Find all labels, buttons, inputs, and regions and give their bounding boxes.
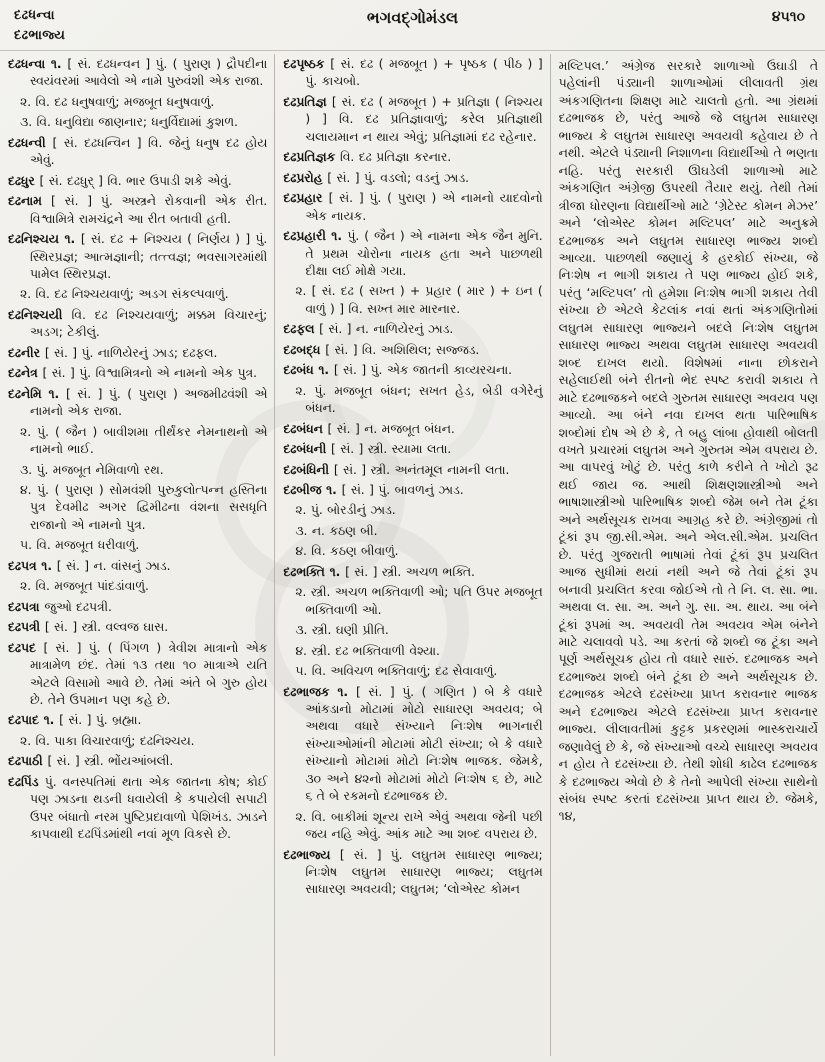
dictionary-entry: દઢપ્રરોહ [ સં. ] પું. વડલો; વડનું ઝાડ.: [283, 170, 469, 185]
dictionary-entry: દઢપત્રી [ સં. ] સ્ત્રી. વલ્વજ ઘાસ.: [8, 620, 169, 635]
running-head-last-word: દઢભાજ્ય: [14, 28, 66, 43]
header-divider: [0, 50, 825, 51]
dictionary-entry: દઢનીર [ સં. ] પું. નાળિયેરનું ઝાડ; દઢફલ.: [8, 345, 218, 360]
dictionary-entry: દઢધુર [ સં. દઢધુર્ ] વિ. ભાર ઉપાડી શકે એવું.: [8, 173, 232, 188]
dictionary-entry: ૫. વિ. મજબૂત ધરીવાળું.: [20, 538, 140, 553]
dictionary-entry: ૨. વિ. પાકા વિચારવાળું; દઢનિશ્ચય.: [20, 733, 195, 748]
headword: દઢપ્રરોહ: [283, 170, 328, 185]
headword: દઢપ્રહાર: [283, 191, 329, 206]
headword: દઢબંધ ૧.: [283, 363, 334, 378]
dictionary-entry: દઢધન્વા ૧. [ સં. દઢધન્વન ] પું. ( પુરાણ ) દ્રૌપદીના સ્વયંવરમાં આવેલો એ નામે પુરુવંશી એક રાજા.: [8, 57, 268, 89]
headword: દઢધન્વા ૧.: [8, 57, 68, 71]
dictionary-entry: દઢધન્વી [ સં. દઢધન્વિન ] વિ. જેનું ધનુષ દઢ હોય એવું.: [8, 135, 268, 168]
headword: દઢધુર: [8, 173, 40, 188]
dictionary-entry: ૨. વિ. બાકીમાં શૂન્ય રાખે એવું અથવા જેની પછી જય નહિ એવું. આંક માટે આ શબ્દ વપરાય છે.: [295, 809, 543, 842]
headword: દઢબીજ ૧.: [283, 482, 342, 497]
dictionary-entry: દઢનિશ્ચય ૧. [ સં. દઢ + નિશ્ચય ( નિર્ણય ) ] પું. સ્થિરપ્રજ્ઞ; આત્મજ્ઞાની; તત્ત્વજ્ઞ; ભવસાગરમાંથી પામેલ સ્થિરપ્રજ્ઞ.: [8, 232, 268, 281]
headword: દઢનીર: [8, 345, 45, 360]
dictionary-entry: ૨. પું. બોરડીનું ઝાડ.: [295, 503, 396, 518]
dictionary-entry: ૩. પું. મજબૂત નેમિવાળો રથ.: [20, 462, 164, 477]
headword: દઢનેમિ ૧.: [8, 386, 66, 401]
dictionary-entry: ૨. [ સં. દઢ ( સખ્ત ) + પ્રહાર ( માર ) + ઇન ( વાળું ) ] વિ. સખ્ત માર મારનાર.: [295, 284, 543, 316]
headword: દઢનિશ્ચયી: [8, 307, 72, 322]
dictionary-entry: દઢનામ [ સં. ] પું. અસ્ત્રને રોકવાની એક રીત. વિશ્વામિત્રે રામચંદ્રને આ રીત બતાવી હતી.: [8, 194, 268, 226]
dictionary-entry: ૨. વિ. દઢ નિશ્ચયવાળું; અડગ સંકલ્પવાળું.: [20, 287, 229, 302]
headword: દઢપાદ ૧.: [8, 713, 60, 728]
dictionary-entry: દઢબંધિની [ સં. ] સ્ત્રી. અનંતમૂલ નામની લતા.: [283, 462, 510, 477]
page-title: ભગવદ્ગોમંડલ: [366, 8, 459, 27]
dictionary-entry: ૨. વિ. દઢ ધનુષવાળું; મજબૂત ધનુષવાળું.: [20, 94, 215, 109]
dictionary-entry: ૩. ન. કઠણ બી.: [295, 523, 378, 538]
dictionary-entry: ૪. વિ. કઠણ બીવાળું.: [295, 544, 399, 559]
dictionary-entry: દઢપૃષ્ઠક [ સં. દઢ ( મજબૂત ) + પૃષ્ઠક ( પીઠ ) ] પું. કાચબો.: [283, 57, 543, 89]
dictionary-entry: દઢનેમિ ૧. [ સં. ] પું. ( પુરાણ ) અજમીઢવંશી એ નામનો એક રાજા.: [8, 386, 268, 419]
column-3: [551, 52, 825, 1058]
dictionary-entry: દઢબંધની [ સં. ] સ્ત્રી. સ્યામા લતા.: [283, 442, 452, 457]
headword: દઢનેત્ર: [8, 366, 43, 381]
headword: દઢપત્રી: [8, 620, 45, 635]
dictionary-entry: દઢપત્ર ૧. [ સં. ] ન. વાંસનું ઝાડ.: [8, 558, 171, 573]
headword: દઢબંધિની: [283, 462, 334, 477]
dictionary-entry: ૪. પું. ( પુરાણ ) સોમવંશી પુરુકુલોત્પન્ન હસ્તિના પુત્ર દેવમીઢ અગર દ્વિમીઢના વંશના સસધૃતિ રાજાનો એ નામનો પુત્ર.: [20, 482, 268, 532]
dictionary-columns: [0, 52, 825, 1058]
dictionary-entry: દઢપ્રહારી ૧. પું. ( જૈન ) એ નામના એક જૈન મુનિ. તે પ્રથમ ચોરોના નાયક હતા અને પાછળથી દીક્ષા લઈ મોક્ષે ગયા.: [283, 229, 543, 278]
headword: દઢપાઠી: [8, 754, 48, 769]
page-number: ૪૫૧૦: [771, 9, 805, 25]
headword: દઢનામ: [8, 194, 52, 209]
column-1: [0, 52, 274, 1058]
headword: દઢધન્વી: [8, 135, 53, 150]
dictionary-entry: દઢપાઠી [ સં. ] સ્ત્રી. ભોંયઆંબલી.: [8, 754, 174, 769]
headword: દઢબંધની: [283, 442, 332, 457]
headword: દઢનિશ્ચય ૧.: [8, 232, 81, 247]
headword: દઢપ્રતિજ્ઞ: [283, 94, 332, 109]
headword: દઢપ્રહારી ૧.: [283, 229, 348, 244]
dictionary-entry: દઢનિશ્ચયી વિ. દઢ નિશ્ચયવાળું; મક્કમ વિચારનું; અડગ; ટેકીલું.: [8, 307, 268, 340]
dictionary-entry: મલ્ટિપલ.’ અંગ્રેજ સરકારે શાળાઓ ઉઘાડી તે પહેલાંની પંડ્યાની શાળાઓમાં લીલાવતી ગ્રંથ અંકગણિતના શિક્ષણ માટે ચાલતો હતો. આ ગ્રંથમાં દઢભાજક છે, પરંતુ આજે જે લઘુતમ સાધારણ ભાજ્ય કે લઘુતમ સાધારણ અવયવી કહેવાય છે તે નથી. એટલે પંડ્યાની નિશાળના વિદ્યાર્થીઓ તે ભણતા નહિ. પરંતુ સરકારી ઊઘડેલી શાળાઓ માટે અંકગણિત અંગ્રેજી ઉપરથી તૈયાર થયું. તેથી તેમાં ત્રીજા ધોરણના વિદ્યાર્થીઓ માટે ‘ગ્રેટેસ્ટ કોમન મેઝર’ અને ‘લોએસ્ટ કોમન મલ્ટિપલ’ માટે અનુક્રમે દઢભાજક અને લઘુતમ સાધારણ ભાજ્ય શબ્દો આવ્યા. પાછળથી જણાયું કે હરકોઈ સંખ્યા, જે નિઃશેષ ન ભાગી શકાય તે પણ ભાજ્ય હોઈ શકે, પરંતુ ‘મલ્ટિપલ’ તો હમેશા નિઃશેષ ભાગી શકાય તેવી સંખ્યા છે એટલે કેટલાંક નવાં થતાં અંકગણિતોમાં લઘુતમ સાધારણ ભાજ્યને બદલે નિઃશેષ લઘુતમ સાધારણ ભાજ્ય અથવા લઘુતમ સાધારણ અવયવી શબ્દ દાખલ થયો. વિશેષમાં નાના છોકરાને સહેલાઈથી બંને રીતનો ભેદ સ્પષ્ટ કરાવી શકાય તે માટે દઢભાજકને બદલે ગુરુતમ સાધારણ અવયવ પણ આવ્યો. આ બંને નવા દાખલ થતા પારિભાષિક શબ્દોમાં દોષ એ છે કે, તે બહુ લાંબા હોવાથી બોલતી વખતે પ્રચારમાં લઘુતમ અને ગુરુતમ એમ વપરાય છે. આ વાપરવું ખોટું છે. પરંતુ કાળે કરીને તે ખોટો રૂઢ થઈ જાય જ. આથી શિક્ષણશાસ્ત્રીઓ અને ભાષાશાસ્ત્રીઓ પારિભાષિક શબ્દો જેમ બને તેમ ટૂંકા અને અર્થસૂચક રાખવા આગ્રહ કરે છે. અંગ્રેજીમાં તો ટૂંકાં રૂપ જી.સી.એમ. અને એલ.સી.એમ. પ્રચલિત છે. પરંતુ ગુજરાતી ભાષામાં તેવાં ટૂંકાં રૂપ પ્રચલિત આજ સુધીમાં થયાં નથી અને જે તેવાં ટૂંકાં રૂપ બનાવી પ્રચલિત કરવા જોઈએ તો તે નિ. લ. સા. ભા. અથવા લ. સા. અ. અને ગુ. સા. અ. થાય. આ બંને ટૂંકાં રૂપમાં અ. અવયવી તેમ અવયવ એમ બંનેને માટે ચલાવવો પડે. આ કરતાં જે શબ્દો જ ટૂંકા અને પૂર્ણ અર્થસૂચક હોય તો વધારે સારું. દઢભાજક અને દઢભાજ્ય શબ્દો બંને ટૂંકા છે અને અર્થસૂચક છે. દઢભાજક એટલે દઢસંખ્યા પ્રાપ્ત કરાવનાર ભાજક અને દઢભાજ્ય એટલે દઢસંખ્યા પ્રાપ્ત કરાવનાર ભાજ્ય. લીલાવતીમાં કુટ્ટક પ્રકરણમાં ભાસ્કરાચાર્યે જણાવેલું છે કે, જે સંખ્યાઓ વચ્ચે સાધારણ અવયવ ન હોય તે દઢસંખ્યા છે. તેથી શોધી કાઢેલ દઢભાજક કે દઢભાજ્ય એવો છે કે તેનો આપેલી સંખ્યા સાથેનો સંબંધ સ્પષ્ટ કરતાં દઢસંખ્યા પ્રાપ્ત થાય છે. જેમકે, ૧૪,: [558, 59, 818, 824]
headword: દઢભાજ્ય: [283, 847, 340, 862]
dictionary-entry: દઢપિંડ પું. વનસ્પતિમાં થતા એક જાતના કોષ; કોઈ પણ ઝાડના થડની ધવાયેલી કે કપાયેલી સપાટી ઉપર બંધાતો નરમ પુષ્ટિપ્રદાવાળો પેશિખંડ. ઝાડને કાપવાથી દઢપિંડમાંથી નવાં મૂળ વિકસે છે.: [8, 774, 268, 842]
headword: દઢપત્રા: [8, 599, 45, 614]
dictionary-entry: દઢભાજ્ય [ સં. ] પું. લઘુતમ સાધારણ ભાજ્ય; નિઃશેષ લઘુતમ સાધારણ ભાજ્ય; લઘુતમ સાધારણ અવયવી; લઘુતમ; ‘લોએસ્ટ કોમન: [283, 847, 543, 897]
dictionary-entry: દઢબીજ ૧. [ સં. ] પું. બાવળનું ઝાડ.: [283, 482, 464, 497]
headword: દઢબદ્ધ: [283, 342, 326, 357]
dictionary-entry: દઢપ્રતિજ્ઞ [ સં. દઢ ( મજબૂત ) + પ્રતિજ્ઞા ( નિશ્ચય ) ] વિ. દઢ પ્રતિજ્ઞાવાળું; કરેલ પ્રતિજ્ઞાથી ચલાયમાન ન થાય એવું; પ્રતિજ્ઞામાં દઢ રહેનાર.: [283, 94, 543, 144]
headword: દઢપત્ર ૧.: [8, 558, 57, 573]
dictionary-entry: દઢબંધ ૧. [ સં. ] પું. એક જાતની કાવ્યરચના.: [283, 363, 513, 378]
dictionary-entry: ૨. વિ. મજબૂત પાંદડાંવાળું.: [20, 579, 149, 594]
dictionary-entry: દઢફલ [ સં. ] ન. નાળિયેરનું ઝાડ.: [283, 322, 454, 337]
dictionary-entry: દઢભક્તિ ૧. [ સં. ] સ્ત્રી. અચળ ભક્તિ.: [283, 564, 475, 579]
headword: દઢપદ: [8, 640, 44, 655]
dictionary-entry: ૪. સ્ત્રી. દઢ ભક્તિવાળી વેશ્યા.: [295, 643, 440, 658]
dictionary-entry: ૨. સ્ત્રી. અચળ ભક્તિવાળી ઓ; પતિ ઉપર મજબૂત ભક્તિવાળી ઓ.: [295, 585, 543, 617]
headword: દઢભાજક ૧.: [283, 684, 357, 699]
headword: દઢપ્રતિજ્ઞક: [283, 150, 340, 165]
running-head-first-word: દઢધન્વા: [14, 8, 55, 23]
headword: દઢભક્તિ ૧.: [283, 564, 346, 579]
dictionary-entry: દઢપત્રા જુઓ દઢપત્રી.: [8, 599, 112, 614]
dictionary-entry: દઢભાજક ૧. [ સં. ] પું. ( ગણિત ) બે કે વધારે આંકડાનો મોટામાં મોટો સાધારણ અવયવ; બે અથવા વધારે સંખ્યાને નિઃશેષ ભાગનારી સંખ્યાઓમાંની મોટામાં મોટી સંખ્યા; બે કે વધારે સંખ્યાનો મોટામાં મોટો નિઃશેષ ભાજક. જેમકે, ૩૦ અને ૪૨નો મોટામાં મોટો નિઃશેષ ૬ છે, માટે ૬ તે બે રકમનો દઢભાજક છે.: [283, 684, 543, 804]
column-2: [275, 52, 549, 1058]
dictionary-entry: ૫. વિ. અવિચળ ભક્તિવાળું; દઢ સેવાવાળું.: [295, 664, 498, 679]
dictionary-entry: ૨. પું. ( જૈન ) બાવીશમા તીર્થંકર નેમનાથનો એ નામનો ભાઈ.: [20, 424, 268, 457]
dictionary-entry: ૨. પું. મજબૂત બંધન; સખત હેડ, બેડી વગેરેનું બંધન.: [295, 383, 543, 416]
dictionary-entry: ૩. વિ. ધનુવિદ્યા જાણનાર; ધનુર્વિદ્યામાં કુશળ.: [20, 115, 238, 130]
dictionary-entry: દઢબદ્ધ [ સં. ] વિ. અશિથિલ; સજ્જડ.: [283, 342, 480, 357]
dictionary-entry: ૩. સ્ત્રી. ઘણી પ્રીતિ.: [295, 623, 389, 638]
headword: દઢપૃષ્ઠક: [283, 57, 331, 71]
dictionary-entry: દઢનેત્ર [ સં. ] પું. વિશ્વામિત્રનો એ નામનો એક પુત્ર.: [8, 366, 257, 381]
dictionary-entry: દઢબંધન [ સં. ] ન. મજબૂત બંધન.: [283, 421, 455, 436]
page-header: [0, 0, 825, 50]
dictionary-entry: દઢપદ [ સં. ] પું. ( પિંગળ ) ત્રેવીશ માત્રાનો એક માત્રામેળ છંદ. તેમાં ૧૩ તથા ૧૦ માત્રાએ યતિ એટલે વિસામો આવે છે. તેમાં અંતે બે ગુરુ હોય છે. તેને ઉપમાન પણ કહે છે.: [8, 640, 268, 707]
headword: દઢબંધન: [283, 421, 328, 436]
headword: દઢફલ: [283, 322, 320, 337]
dictionary-entry: દઢપાદ ૧. [ સં. ] પું. બ્રહ્મા.: [8, 713, 142, 728]
headword: દઢપિંડ: [8, 774, 45, 789]
dictionary-entry: દઢપ્રતિજ્ઞક વિ. દઢ પ્રતિજ્ઞા કરનાર.: [283, 150, 452, 165]
dictionary-entry: દઢપ્રહાર [ સં. ] પું. ( પુરાણ ) એ નામનો યાદવોનો એક નાયક.: [283, 191, 543, 223]
